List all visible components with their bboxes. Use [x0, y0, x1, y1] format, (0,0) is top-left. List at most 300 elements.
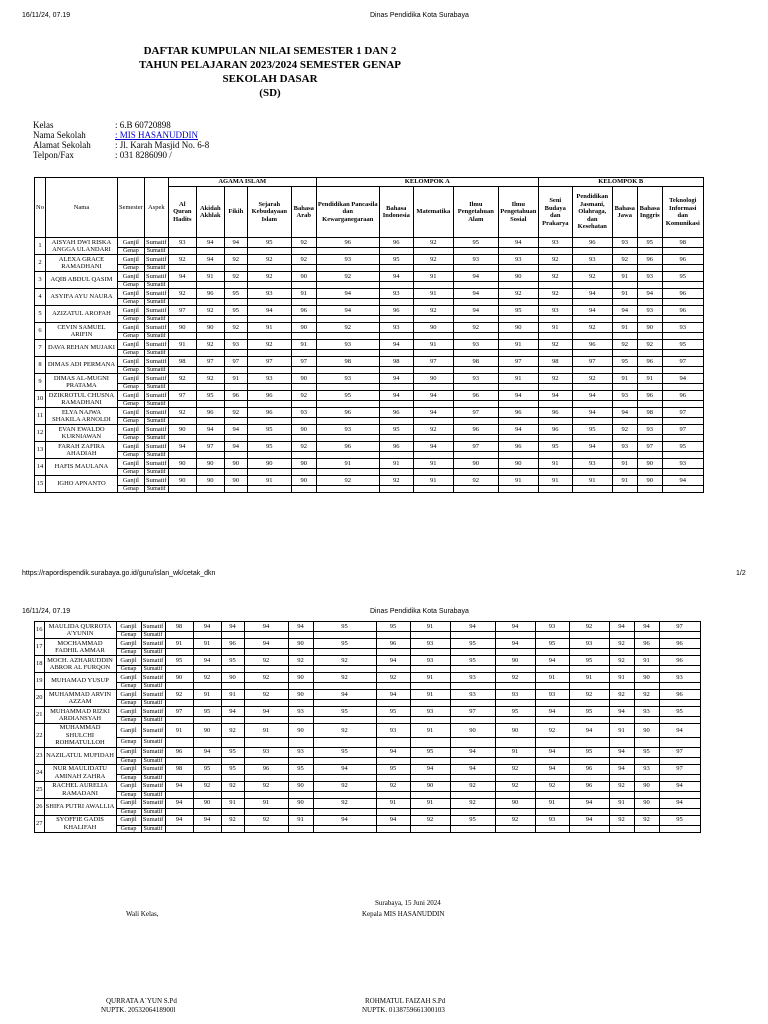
- score-cell: 92: [609, 639, 634, 649]
- score-cell-empty: [165, 717, 193, 724]
- score-cell: 92: [291, 442, 316, 452]
- score-cell-empty: [224, 435, 247, 442]
- score-cell: 95: [535, 639, 569, 649]
- score-cell-empty: [196, 367, 224, 374]
- student-name: ASYIFA AYU NAURA: [45, 289, 117, 306]
- kepala-sekolah-nuptk: NUPTK. 0138759661300103: [362, 1006, 445, 1014]
- score-cell: 94: [221, 707, 244, 717]
- student-row-genap: [35, 700, 701, 707]
- score-cell-empty: [313, 737, 376, 747]
- score-cell: 93: [535, 690, 569, 700]
- score-cell: 94: [165, 798, 193, 808]
- student-name: MUHAMMAD SHULCHI ROHMATULLOH: [44, 724, 116, 748]
- student-no: 7: [35, 340, 46, 357]
- score-cell: 95: [247, 442, 291, 452]
- score-cell: 90: [224, 459, 247, 469]
- score-cell-empty: [659, 808, 700, 815]
- score-cell: 91: [165, 724, 193, 738]
- score-cell: 94: [453, 306, 498, 316]
- score-cell: 96: [572, 238, 612, 248]
- score-cell-empty: [572, 486, 612, 493]
- score-cell-empty: [165, 774, 193, 781]
- aspek-cell: Sumatif: [144, 265, 168, 272]
- score-cell: 92: [221, 815, 244, 825]
- score-cell-empty: [637, 435, 662, 442]
- semester-genap: Genap: [116, 808, 141, 815]
- score-cell-empty: [662, 401, 703, 408]
- score-cell: 90: [498, 459, 538, 469]
- semester-genap: Genap: [117, 469, 144, 476]
- score-cell-empty: [413, 418, 453, 425]
- score-cell-empty: [450, 757, 495, 764]
- score-cell: 95: [196, 391, 224, 401]
- semester-ganjil: Ganjil: [117, 425, 144, 435]
- student-row-genap: [35, 469, 704, 476]
- score-cell-empty: [316, 469, 379, 476]
- student-no: 19: [35, 673, 45, 690]
- student-row: [35, 357, 704, 367]
- score-cell: 97: [165, 707, 193, 717]
- score-cell: 91: [572, 476, 612, 486]
- score-cell-empty: [288, 666, 313, 673]
- score-cell-empty: [376, 737, 410, 747]
- score-cell: 93: [498, 255, 538, 265]
- score-cell-empty: [165, 700, 193, 707]
- score-cell: 92: [413, 306, 453, 316]
- semester-ganjil: Ganjil: [117, 459, 144, 469]
- score-cell: 96: [662, 255, 703, 265]
- score-cell: 92: [196, 306, 224, 316]
- score-cell-empty: [313, 683, 376, 690]
- score-cell: 91: [376, 798, 410, 808]
- score-cell: 96: [569, 781, 609, 791]
- score-cell-empty: [609, 683, 634, 690]
- score-cell-empty: [535, 649, 569, 656]
- student-no: 15: [35, 476, 46, 493]
- score-cell: 92: [313, 724, 376, 738]
- score-cell: 93: [637, 272, 662, 282]
- score-cell-empty: [316, 248, 379, 255]
- score-cell-empty: [498, 350, 538, 357]
- score-cell-empty: [165, 649, 193, 656]
- semester-genap: Genap: [117, 248, 144, 255]
- score-cell-empty: [637, 333, 662, 340]
- score-cell: 91: [168, 340, 196, 350]
- score-cell-empty: [168, 316, 196, 323]
- score-cell-empty: [193, 808, 221, 815]
- student-no: 4: [35, 289, 46, 306]
- score-cell-empty: [637, 282, 662, 289]
- score-cell-empty: [291, 469, 316, 476]
- score-cell: 94: [193, 815, 221, 825]
- score-cell: 96: [538, 425, 572, 435]
- score-cell-empty: [376, 666, 410, 673]
- score-cell: 97: [659, 747, 700, 757]
- student-no: 14: [35, 459, 46, 476]
- score-cell: 92: [168, 408, 196, 418]
- score-cell: 90: [196, 476, 224, 486]
- score-cell: 95: [569, 747, 609, 757]
- score-cell-empty: [316, 316, 379, 323]
- aspek-cell: Sumatif: [142, 748, 164, 756]
- student-name: SYOFFIE GADIS KHALIFAH: [44, 815, 116, 832]
- aspek-cell: Sumatif: [144, 282, 168, 289]
- header-agency-2: Dinas Pendidika Kota Surabaya: [370, 608, 469, 615]
- score-cell: 90: [193, 798, 221, 808]
- score-cell-empty: [498, 333, 538, 340]
- score-cell: 94: [609, 707, 634, 717]
- score-cell: 94: [168, 272, 196, 282]
- student-row-genap: [35, 808, 701, 815]
- subject-header: Fikih: [224, 187, 247, 238]
- score-cell-empty: [316, 282, 379, 289]
- aspek-cell: Sumatif: [141, 717, 165, 724]
- score-cell: 92: [221, 724, 244, 738]
- score-cell: 93: [410, 707, 450, 717]
- score-cell: 92: [609, 690, 634, 700]
- score-cell-empty: [498, 367, 538, 374]
- score-cell-empty: [244, 632, 288, 639]
- score-cell: 96: [453, 391, 498, 401]
- score-cell-empty: [247, 418, 291, 425]
- student-no: 16: [35, 622, 45, 639]
- score-cell: 96: [538, 408, 572, 418]
- score-cell-empty: [288, 825, 313, 832]
- score-cell: 94: [535, 764, 569, 774]
- score-cell-empty: [495, 700, 535, 707]
- score-cell-empty: [244, 808, 288, 815]
- student-no: 17: [35, 639, 45, 656]
- score-cell: 92: [165, 690, 193, 700]
- score-cell-empty: [168, 401, 196, 408]
- score-cell: 92: [244, 815, 288, 825]
- score-cell-empty: [609, 757, 634, 764]
- score-cell: 92: [376, 673, 410, 683]
- score-cell-empty: [453, 248, 498, 255]
- score-cell: 98: [662, 238, 703, 248]
- score-cell: 92: [291, 391, 316, 401]
- student-no: 6: [35, 323, 46, 340]
- score-cell: 96: [224, 391, 247, 401]
- score-cell-empty: [634, 737, 659, 747]
- score-cell-empty: [535, 757, 569, 764]
- aspek-cell: Sumatif: [144, 469, 168, 476]
- score-cell-empty: [247, 282, 291, 289]
- score-cell: 93: [291, 408, 316, 418]
- score-cell-empty: [498, 486, 538, 493]
- score-cell-empty: [413, 350, 453, 357]
- score-cell-empty: [376, 757, 410, 764]
- score-cell: 93: [316, 374, 379, 384]
- score-cell: 91: [247, 323, 291, 333]
- score-cell-empty: [637, 367, 662, 374]
- score-cell: 94: [495, 639, 535, 649]
- score-cell: 93: [612, 442, 637, 452]
- score-cell: 94: [572, 289, 612, 299]
- student-row: [35, 476, 704, 486]
- kepala-sekolah-name: ROHMATUL FAIZAH S.Pd: [365, 997, 446, 1005]
- score-cell-empty: [196, 469, 224, 476]
- student-name: MUHAMMAD ARVIN AZZAM: [44, 690, 116, 707]
- score-cell-empty: [410, 649, 450, 656]
- score-cell: 91: [291, 289, 316, 299]
- score-cell-empty: [609, 791, 634, 798]
- score-cell-empty: [376, 717, 410, 724]
- score-cell: 91: [244, 798, 288, 808]
- score-cell-empty: [379, 316, 413, 323]
- student-row: [35, 289, 704, 299]
- student-name: AISYAH DWI RISKA ANGGA ULANDARI: [45, 238, 117, 255]
- score-cell-empty: [569, 825, 609, 832]
- title-line-3: SEKOLAH DASAR: [222, 73, 318, 85]
- score-cell: 96: [247, 391, 291, 401]
- score-cell: 91: [612, 476, 637, 486]
- aspek-cell: Sumatif: [144, 401, 168, 408]
- score-cell-empty: [221, 757, 244, 764]
- score-cell: 94: [376, 747, 410, 757]
- score-cell-empty: [498, 384, 538, 391]
- student-row-genap: [35, 486, 704, 493]
- semester-genap: Genap: [117, 435, 144, 442]
- semester-genap: Genap: [116, 757, 141, 764]
- score-cell-empty: [662, 486, 703, 493]
- score-cell-empty: [637, 418, 662, 425]
- score-cell-empty: [313, 632, 376, 639]
- student-row: [35, 639, 701, 649]
- score-cell: 95: [193, 707, 221, 717]
- score-cell: 90: [221, 673, 244, 683]
- score-cell: 95: [224, 289, 247, 299]
- aspek-cell: Sumatif: [141, 757, 165, 764]
- score-cell: 92: [538, 255, 572, 265]
- aspek-cell: Sumatif: [145, 425, 167, 433]
- score-cell: 95: [221, 764, 244, 774]
- score-cell-empty: [495, 683, 535, 690]
- score-cell: 95: [221, 747, 244, 757]
- score-cell: 93: [634, 707, 659, 717]
- score-cell: 92: [634, 690, 659, 700]
- score-cell-empty: [637, 401, 662, 408]
- score-cell-empty: [612, 452, 637, 459]
- score-cell: 95: [662, 272, 703, 282]
- score-cell: 92: [413, 255, 453, 265]
- score-cell: 91: [247, 476, 291, 486]
- score-cell: 90: [288, 724, 313, 738]
- score-cell-empty: [572, 282, 612, 289]
- score-cell-empty: [538, 265, 572, 272]
- aspek-cell: Sumatif: [142, 622, 164, 630]
- score-cell-empty: [634, 791, 659, 798]
- score-cell: 93: [637, 306, 662, 316]
- semester-ganjil: Ganjil: [116, 798, 141, 808]
- score-cell-empty: [612, 418, 637, 425]
- score-cell: 95: [313, 639, 376, 649]
- score-cell-empty: [221, 774, 244, 781]
- score-cell: 94: [572, 306, 612, 316]
- score-cell-empty: [450, 808, 495, 815]
- semester-ganjil: Ganjil: [116, 764, 141, 774]
- score-cell-empty: [569, 717, 609, 724]
- score-cell-empty: [572, 299, 612, 306]
- student-no: 10: [35, 391, 46, 408]
- score-cell-empty: [410, 700, 450, 707]
- score-cell-empty: [291, 486, 316, 493]
- score-cell: 92: [495, 781, 535, 791]
- student-row: [35, 459, 704, 469]
- score-cell-empty: [498, 469, 538, 476]
- score-cell: 94: [453, 272, 498, 282]
- score-cell-empty: [168, 350, 196, 357]
- aspek-cell: Sumatif: [144, 248, 168, 255]
- alamat-value: : Jl. Karah Masjid No. 6-8: [115, 140, 210, 150]
- score-cell-empty: [379, 435, 413, 442]
- score-cell-empty: [450, 700, 495, 707]
- title-line-2: TAHUN PELAJARAN 2023/2024 SEMESTER GENAP: [139, 59, 401, 71]
- score-cell-empty: [659, 757, 700, 764]
- aspek-cell: Sumatif: [144, 316, 168, 323]
- score-cell: 96: [376, 639, 410, 649]
- score-cell-empty: [498, 452, 538, 459]
- score-cell-empty: [376, 808, 410, 815]
- score-cell-empty: [662, 350, 703, 357]
- student-name: DAVA REHAN MUJAKI: [45, 340, 117, 357]
- subject-header: Ilmu Pengetahuan Sosial: [498, 187, 538, 238]
- aspek-cell: Sumatif: [145, 238, 167, 246]
- score-cell: 94: [313, 764, 376, 774]
- subject-header: Pendidikan Pancasila dan Kewarganegaraan: [316, 187, 379, 238]
- semester-ganjil: Ganjil: [117, 408, 144, 418]
- score-cell: 96: [659, 639, 700, 649]
- score-cell: 94: [379, 374, 413, 384]
- score-cell-empty: [165, 757, 193, 764]
- score-cell-empty: [193, 757, 221, 764]
- subject-header: Sejarah Kebudayaan Islam: [247, 187, 291, 238]
- score-cell-empty: [569, 791, 609, 798]
- score-cell-empty: [165, 791, 193, 798]
- score-cell: 94: [196, 255, 224, 265]
- student-row-genap: [35, 825, 701, 832]
- score-cell: 90: [291, 476, 316, 486]
- score-cell: 90: [168, 323, 196, 333]
- score-cell: 91: [410, 622, 450, 632]
- score-cell-empty: [662, 316, 703, 323]
- score-cell-empty: [659, 700, 700, 707]
- aspek-cell: Sumatif: [145, 442, 167, 450]
- score-cell-empty: [535, 666, 569, 673]
- score-cell-empty: [413, 265, 453, 272]
- score-cell: 95: [376, 622, 410, 632]
- aspek-cell: Sumatif: [141, 774, 165, 781]
- semester-genap: Genap: [117, 333, 144, 340]
- score-cell: 94: [196, 238, 224, 248]
- score-cell: 90: [637, 476, 662, 486]
- score-cell: 94: [244, 707, 288, 717]
- score-cell-empty: [244, 666, 288, 673]
- score-cell: 93: [634, 764, 659, 774]
- title-line-4: (SD): [259, 87, 281, 99]
- score-cell: 95: [538, 442, 572, 452]
- score-cell-empty: [288, 717, 313, 724]
- score-cell-empty: [612, 435, 637, 442]
- subject-header: Bahasa Arab: [291, 187, 316, 238]
- score-cell-empty: [535, 683, 569, 690]
- score-cell: 95: [313, 622, 376, 632]
- score-cell: 93: [247, 289, 291, 299]
- score-cell: 91: [244, 724, 288, 738]
- score-cell-empty: [313, 757, 376, 764]
- semester-ganjil: Ganjil: [116, 707, 141, 717]
- score-cell-empty: [168, 435, 196, 442]
- semester-genap: Genap: [117, 418, 144, 425]
- student-row: [35, 272, 704, 282]
- score-cell: 97: [662, 357, 703, 367]
- score-cell: 90: [495, 798, 535, 808]
- student-name: RACHEL AURELIA RAMADANI: [44, 781, 116, 798]
- score-cell-empty: [538, 333, 572, 340]
- score-cell-empty: [291, 350, 316, 357]
- sekolah-link[interactable]: : MIS HASANUDDIN: [115, 130, 199, 140]
- score-cell: 95: [313, 707, 376, 717]
- score-cell: 97: [659, 764, 700, 774]
- score-cell-empty: [221, 683, 244, 690]
- score-cell: 97: [637, 442, 662, 452]
- score-cell: 91: [410, 673, 450, 683]
- score-cell: 92: [572, 272, 612, 282]
- subject-header: Bahasa Inggris: [637, 187, 662, 238]
- score-cell-empty: [196, 333, 224, 340]
- aspek-cell: Sumatif: [141, 791, 165, 798]
- score-cell-empty: [379, 333, 413, 340]
- aspek-cell: Sumatif: [142, 639, 164, 647]
- score-cell: 97: [450, 707, 495, 717]
- score-cell: 94: [413, 408, 453, 418]
- score-cell-empty: [376, 791, 410, 798]
- student-name: IGHO APNANTO: [45, 476, 117, 493]
- score-cell: 90: [450, 724, 495, 738]
- score-cell-empty: [453, 282, 498, 289]
- score-cell: 95: [313, 747, 376, 757]
- score-cell: 98: [453, 357, 498, 367]
- score-cell: 91: [609, 798, 634, 808]
- score-cell: 94: [165, 781, 193, 791]
- score-cell: 97: [196, 442, 224, 452]
- score-cell-empty: [569, 683, 609, 690]
- student-no: 21: [35, 707, 45, 724]
- score-cell-empty: [662, 452, 703, 459]
- score-cell-empty: [572, 316, 612, 323]
- score-cell-empty: [196, 299, 224, 306]
- score-cell: 90: [291, 323, 316, 333]
- score-cell: 94: [244, 639, 288, 649]
- score-cell: 94: [453, 289, 498, 299]
- score-cell: 93: [410, 656, 450, 666]
- score-cell-empty: [612, 248, 637, 255]
- page2-header: [0, 608, 768, 622]
- score-cell-empty: [291, 333, 316, 340]
- score-cell: 95: [569, 707, 609, 717]
- semester-genap: Genap: [116, 649, 141, 656]
- score-cell: 91: [538, 323, 572, 333]
- score-cell-empty: [410, 683, 450, 690]
- aspek-cell: Sumatif: [142, 799, 164, 807]
- aspek-cell: Sumatif: [144, 486, 168, 493]
- score-cell: 92: [193, 781, 221, 791]
- score-cell: 96: [316, 408, 379, 418]
- score-cell-empty: [572, 401, 612, 408]
- score-cell: 90: [637, 459, 662, 469]
- score-cell-empty: [244, 649, 288, 656]
- score-cell-empty: [612, 333, 637, 340]
